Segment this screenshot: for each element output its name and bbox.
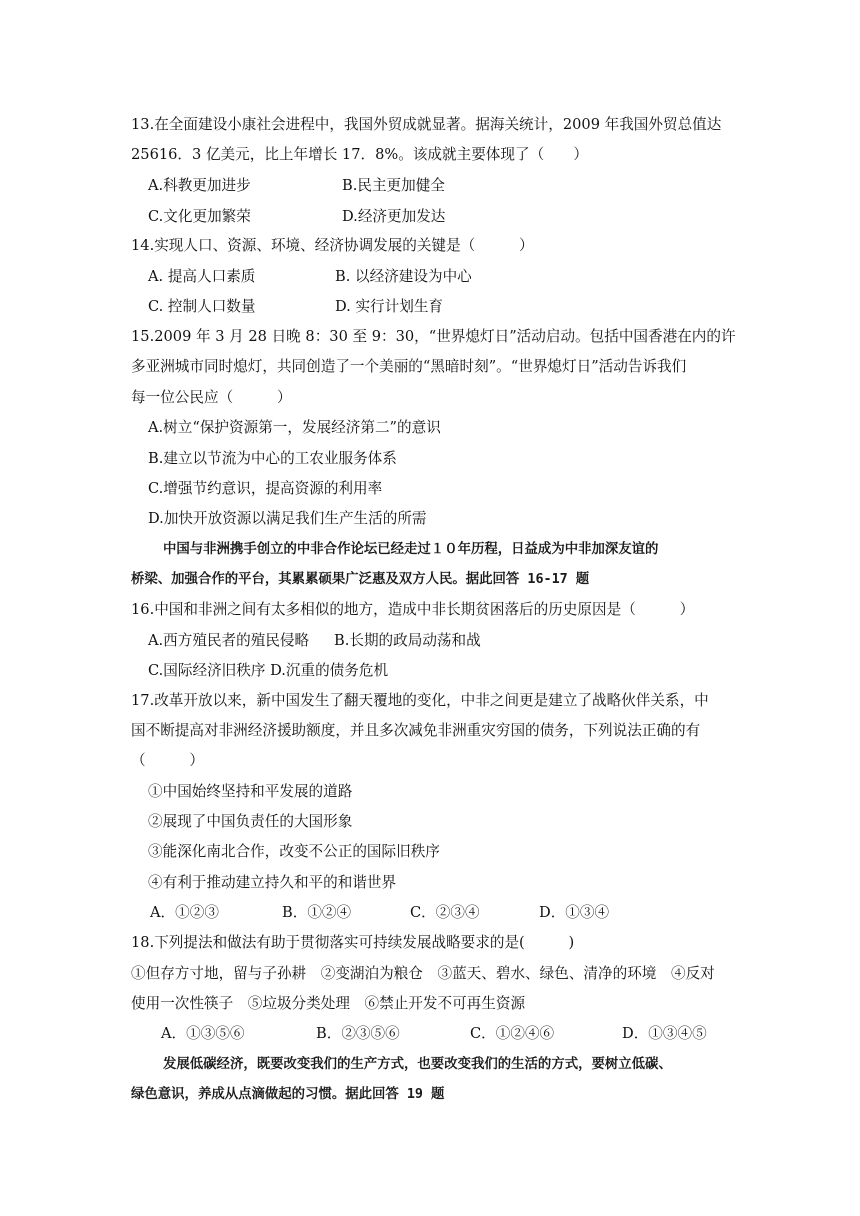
q17-statement-2: ②展现了中国负责任的大国形象 — [148, 813, 353, 830]
q15-option-d: D.加快开放资源以满足我们生产生活的所需 — [148, 510, 427, 527]
q18-stem-line1: 18.下列提法和做法有助于贯彻落实可持续发展战略要求的是( ) — [131, 934, 575, 951]
q17-stem-line1: 17.改革开放以来，新中国发生了翻天覆地的变化，中非之间更是建立了战略伙伴关系，中 — [131, 692, 709, 709]
q14-option-b: B. 以经济建设为中心 — [335, 268, 472, 285]
q13-stem-line1: 13.在全面建设小康社会进程中，我国外贸成就显著。据海关统计，2009 年我国外贸总值达 — [131, 116, 722, 133]
q16-option-a: A.西方殖民者的殖民侵略 — [148, 632, 310, 649]
q14-option-a: A. 提高人口素质 — [148, 268, 256, 285]
q17-statement-3: ③能深化南北合作，改变不公正的国际旧秩序 — [148, 843, 440, 860]
q18-option-d: D．①③④⑤ — [622, 1025, 707, 1042]
passage-16-17-line1: 中国与非洲携手创立的中非合作论坛已经走过１０年历程，日益成为中非加深友谊的 — [163, 542, 659, 557]
q15-option-a: A.树立“保护资源第一，发展经济第二”的意识 — [148, 419, 441, 436]
passage-19-line1: 发展低碳经济，既要改变我们的生产方式，也要改变我们的生活的方式，要树立低碳、 — [163, 1057, 672, 1072]
q17-option-c: C．②③④ — [410, 904, 480, 921]
q13-option-d: D.经济更加发达 — [342, 208, 446, 225]
passage-19-line2: 绿色意识，养成从点滴做起的习惯。据此回答 19 题 — [131, 1087, 445, 1102]
q18-option-b: B．②③⑤⑥ — [316, 1025, 400, 1042]
q17-option-d: D．①③④ — [539, 904, 610, 921]
q18-option-c: C．①②④⑥ — [470, 1025, 555, 1042]
q17-stem-line2: 国不断提高对非洲经济援助额度，并且多次减免非洲重灾穷国的债务，下列说法正确的有 — [131, 722, 701, 739]
passage-16-17-line2: 桥梁、加强合作的平台，其累累硕果广泛惠及双方人民。据此回答 16-17 题 — [131, 572, 590, 587]
q16-stem: 16.中国和非洲之间有太多相似的地方，造成中非长期贫困落后的历史原因是（ ） — [131, 601, 695, 618]
q17-statement-1: ①中国始终坚持和平发展的道路 — [148, 783, 353, 800]
q17-stem-line3: （ ） — [131, 752, 204, 769]
q13-option-a: A.科教更加进步 — [148, 177, 251, 194]
q15-stem-line2: 多亚洲城市同时熄灯，共同创造了一个美丽的“黑暗时刻”。“世界熄灯日”活动告诉我们 — [131, 358, 687, 375]
q15-stem-line3: 每一位公民应（ ） — [131, 389, 292, 406]
q18-stem-line3: 使用一次性筷子 ⑤垃圾分类处理 ⑥禁止开发不可再生资源 — [131, 995, 526, 1012]
q17-option-b: B．①②④ — [282, 904, 352, 921]
q14-stem: 14.实现人口、资源、环境、经济协调发展的关键是（ ） — [131, 237, 534, 254]
q18-option-a: A．①③⑤⑥ — [161, 1025, 245, 1042]
q16-option-c-d: C.国际经济旧秩序 D.沉重的债务危机 — [148, 662, 389, 679]
q15-option-b: B.建立以节流为中心的工农业服务体系 — [148, 450, 397, 467]
q17-statement-4: ④有利于推动建立持久和平的和谐世界 — [148, 874, 397, 891]
q13-option-b: B.民主更加健全 — [342, 177, 445, 194]
q16-option-b: B.长期的政局动荡和战 — [334, 632, 481, 649]
q13-stem-line2: 25616．3 亿美元，比上年增长 17．8%。该成就主要体现了（ ） — [131, 146, 588, 163]
q15-stem-line1: 15.2009 年 3 月 28 日晚 8：30 至 9：30，“世界熄灯日”活动启动。包括中国香港在内的许 — [131, 328, 736, 345]
q13-option-c: C.文化更加繁荣 — [148, 208, 251, 225]
q15-option-c: C.增强节约意识，提高资源的利用率 — [148, 480, 383, 497]
q17-option-a: A．①②③ — [150, 904, 219, 921]
q14-option-c: C. 控制人口数量 — [148, 298, 256, 315]
q14-option-d: D. 实行计划生育 — [335, 298, 444, 315]
q18-stem-line2: ①但存方寸地，留与子孙耕 ②变湖泊为粮仓 ③蓝天、碧水、绿色、清净的环境 ④反对 — [131, 965, 715, 982]
